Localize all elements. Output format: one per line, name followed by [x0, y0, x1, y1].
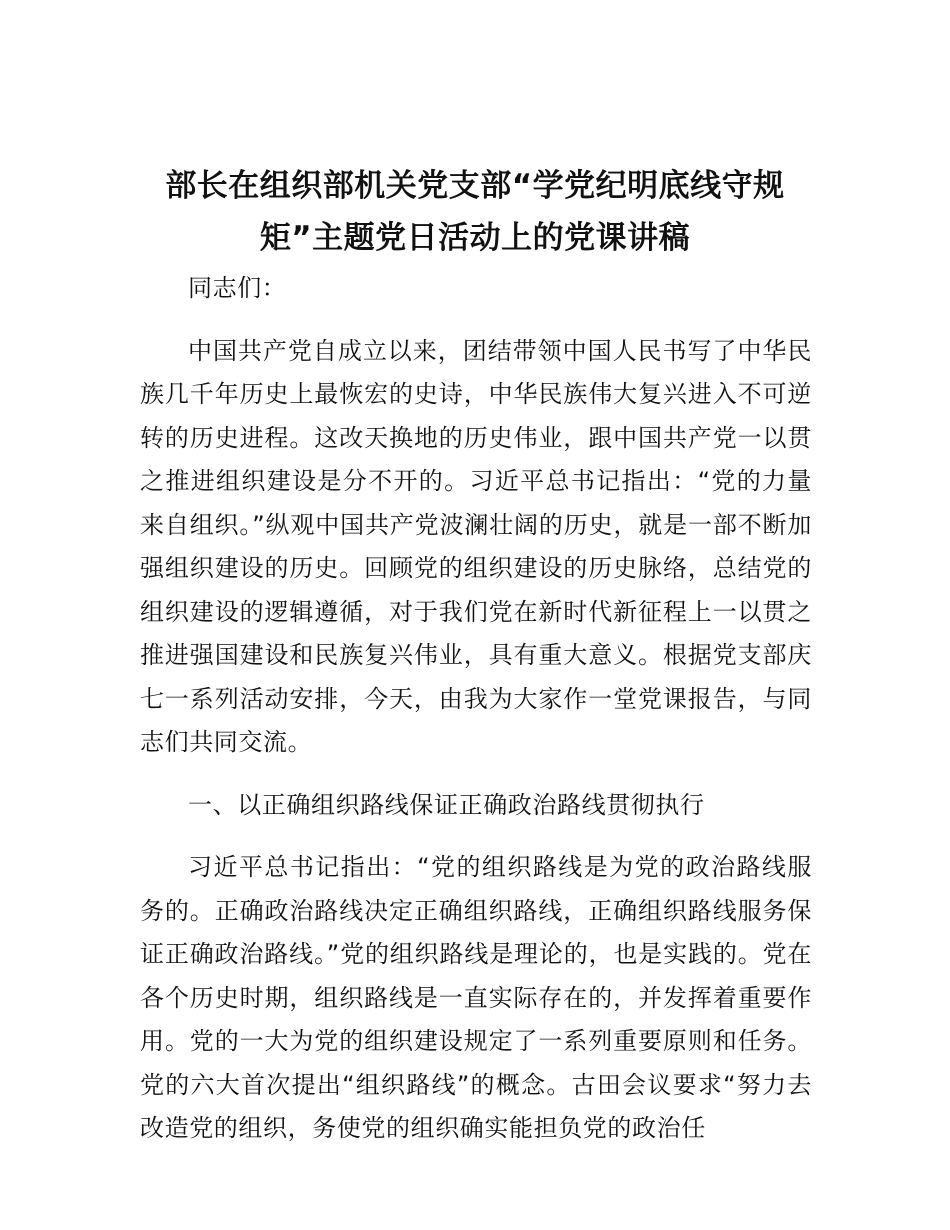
document-body	[140, 267, 812, 1170]
section-paragraph: 习近平总书记指出：“党的组织路线是为党的政治路线服务的。正确政治路线决定正确组织路线，正确组织路线服务保证正确政治路线。”党的组织路线是理论的，也是实践的。党在各个历史时期，组织路线是一直实际存在的，并发挥着重要作用。党的一大为党的组织建设规定了一系列重要原则和任务。党的六大首次提出“组织路线”的概念。古田会议要求“努力去改造党的组织，务使党的组织确实能担负党的政治任	[140, 853, 812, 1142]
intro-paragraph: 中国共产党自成立以来，团结带领中国人民书写了中华民族几千年历史上最恢宏的史诗，中华民族伟大复兴进入不可逆转的历史进程。这改天换地的历史伟业，跟中国共产党一以贯之推进组织建设是分不开的。习近平总书记指出：“党的力量来自组织。”纵观中国共产党波澜壮阔的历史，就是一部不断加强组织建设的历史。回顾党的组织建设的历史脉络，总结党的组织建设的逻辑遵循，对于我们党在新时代新征程上一以贯之推进强国建设和民族复兴伟业，具有重大意义。根据党支部庆七一系列活动安排，今天，由我为大家作一堂党课报告，与同志们共同交流。	[140, 336, 812, 756]
salutation: 同志们：	[188, 274, 287, 302]
document-title: 部长在组织部机关党支部“学党纪明底线守规矩”主题党日活动上的党课讲稿	[165, 168, 785, 256]
section-heading: 一、以正确组织路线保证正确政治路线贯彻执行	[188, 790, 705, 819]
